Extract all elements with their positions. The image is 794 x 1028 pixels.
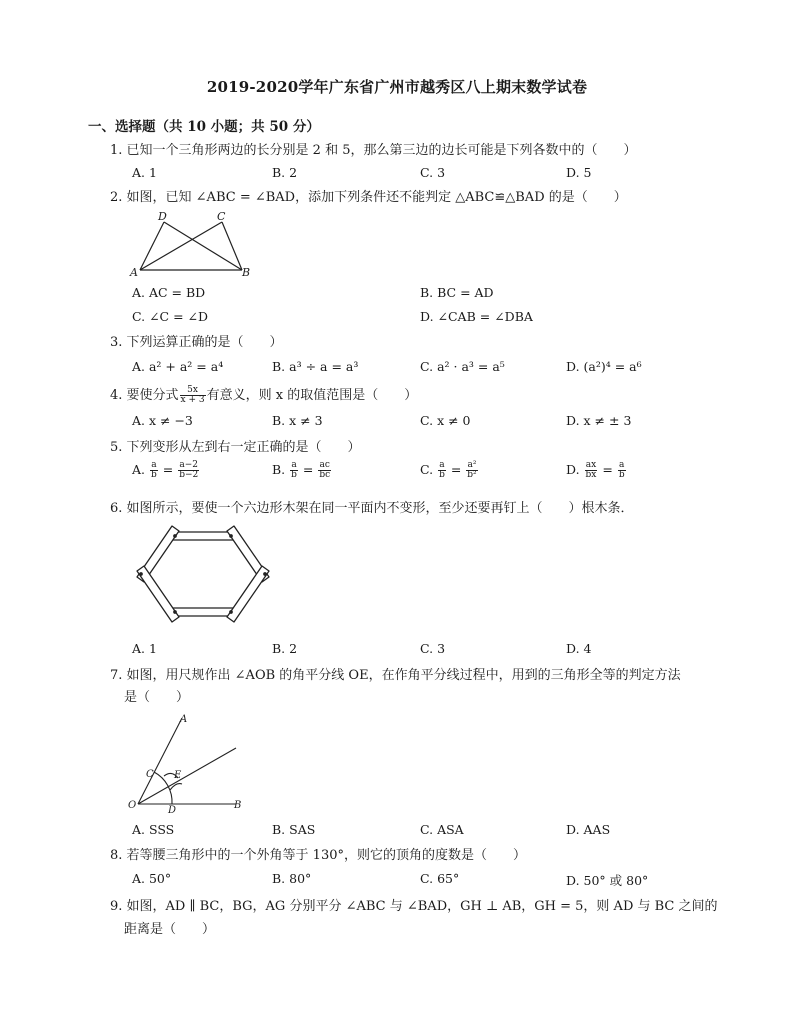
question-1-stem: 1. 已知一个三角形两边的长分别是 2 和 5，那么第三边的边长可能是下列各数中的（ ）: [110, 143, 637, 158]
section-heading: 一、选择题（共 10 小题；共 50 分）: [88, 119, 320, 135]
wood-bar-lower-left: [137, 566, 179, 622]
q5-c-left-den: b: [439, 470, 445, 480]
segment-bc: [222, 222, 242, 270]
q5-b-left-num: a: [291, 460, 297, 470]
label-o: O: [128, 800, 137, 811]
q8-option-a: A. 50°: [132, 871, 172, 886]
question-3-stem: 3. 下列运算正确的是（ ）: [110, 335, 283, 350]
q8-option-c: C. 65°: [420, 871, 460, 886]
wood-bar-lower-right: [227, 566, 269, 622]
q7-option-a: A. SSS: [132, 822, 175, 837]
nail-bottom-right: [230, 611, 232, 613]
q7-option-d: D. AAS: [566, 822, 611, 837]
q4-option-a: A. x ≠ −3: [132, 413, 193, 428]
label-b: B: [234, 800, 242, 811]
q5-b-right-den: bc: [319, 470, 331, 480]
nail-top-left: [174, 535, 176, 537]
question-7-stem-line2: 是（ ）: [124, 690, 190, 705]
q7-figure: [124, 712, 254, 816]
q2-option-c: C. ∠C = ∠D: [132, 309, 209, 324]
q4-frac-num: 5x: [180, 386, 206, 396]
q5-d-left-num: ax: [585, 460, 597, 470]
nail-top-right: [230, 535, 232, 537]
question-4-stem: [110, 386, 417, 405]
q4-option-c: C. x ≠ 0: [420, 413, 471, 428]
page-title: 2019-2020学年广东省广州市越秀区八上期末数学试卷: [206, 78, 588, 96]
label-d: D: [158, 210, 167, 223]
q5-b-left-den: b: [291, 470, 297, 480]
q5-d-right-num: a: [619, 460, 625, 470]
q5-option-c: C. $\frac{a}{b}$ = $\frac{\text{a²}}{\text{b²}}$: [420, 460, 477, 480]
q3-option-a: A. a² + a² = a⁴: [132, 359, 224, 374]
q1-option-d: D. 5: [566, 165, 592, 180]
label-b: B: [242, 266, 251, 279]
q5-c-right-num: a²: [467, 460, 477, 470]
q8-option-b: B. 80°: [272, 871, 312, 886]
q5-option-a: A. $\frac{a}{b}$ = $\frac{a-2}{b-2}$: [132, 460, 199, 480]
question-8-stem: 8. 若等腰三角形中的一个外角等于 130°，则它的顶角的度数是（ ）: [110, 848, 526, 863]
question-7-stem-line1: 7. 如图，用尺规作出 ∠AOB 的角平分线 OE，在作角平分线过程中，用到的三角形全等的判定方法: [110, 668, 681, 683]
q6-option-d: D. 4: [566, 641, 592, 656]
q6-option-a: A. 1: [132, 641, 157, 656]
q5-b-label: B.: [272, 462, 286, 477]
nail-bottom-left: [174, 611, 176, 613]
question-5-stem: 5. 下列变形从左到右一定正确的是（ ）: [110, 440, 361, 455]
q5-c-label: C.: [420, 462, 434, 477]
arc-cd: [154, 772, 172, 804]
q6-hexagon-figure: [130, 524, 276, 628]
q6-option-c: C. 3: [420, 641, 446, 656]
q1-option-c: C. 3: [420, 165, 446, 180]
wood-bar-bottom: [168, 608, 238, 616]
nail-right: [264, 573, 266, 575]
q6-option-b: B. 2: [272, 641, 298, 656]
q5-a-left-num: a: [151, 460, 157, 470]
q5-c-left-num: a: [439, 460, 445, 470]
q5-a-left-den: b: [151, 470, 157, 480]
q2-option-d: D. ∠CAB = ∠DBA: [420, 309, 533, 324]
nail-left: [140, 573, 142, 575]
label-a: A: [180, 714, 188, 725]
q3-option-c: C. a² · a³ = a⁵: [420, 359, 505, 374]
segment-bd: [164, 222, 242, 270]
q4-stem-pre: 4. 要使分式: [110, 388, 179, 403]
q8-option-d: D. 50° 或 80°: [566, 873, 649, 888]
q5-d-left-den: bx: [585, 470, 597, 480]
q5-option-d: D. $\frac{ax}{bx}$ = $\frac{a}{b}$: [566, 460, 625, 480]
q5-option-b: B. $\frac{a}{b}$ = $\frac{ac}{bc}$: [272, 460, 331, 480]
q5-d-right-den: b: [618, 470, 625, 480]
q7-option-b: B. SAS: [272, 822, 316, 837]
question-6-stem: 6. 如图所示，要使一个六边形木架在同一平面内不变形，至少还要再钉上（ ）根木条．: [110, 501, 634, 516]
q3-option-b: B. a³ ÷ a = a³: [272, 359, 359, 374]
q1-option-b: B. 2: [272, 165, 298, 180]
q5-d-label: D.: [566, 462, 580, 477]
q7-option-c: C. ASA: [420, 822, 464, 837]
q4-frac-den: x + 3: [180, 395, 205, 405]
label-d: D: [168, 805, 177, 816]
q2-figure: [124, 210, 264, 280]
q5-a-right-num: a−2: [179, 460, 199, 470]
q2-option-b: B. BC = AD: [420, 285, 494, 300]
label-c: C: [146, 769, 154, 780]
q5-a-label: A.: [132, 462, 146, 477]
q4-fraction: [180, 386, 206, 405]
q4-option-b: B. x ≠ 3: [272, 413, 323, 428]
label-e: E: [174, 770, 182, 781]
wood-bar-top: [168, 532, 238, 540]
q5-b-right-num: ac: [319, 460, 330, 470]
label-a: A: [130, 266, 138, 279]
q5-a-right-den: b−2: [179, 470, 199, 480]
q4-stem-post: 有意义，则 x 的取值范围是（ ）: [206, 388, 418, 403]
q2-option-a: A. AC = BD: [132, 285, 206, 300]
q1-option-a: A. 1: [132, 165, 157, 180]
q4-option-d: D. x ≠ ± 3: [566, 413, 632, 428]
question-9-stem-line2: 距离是（ ）: [124, 922, 216, 937]
q5-c-right-den: b²: [467, 470, 477, 480]
label-c: C: [217, 210, 226, 223]
question-2-stem: 2. 如图，已知 ∠ABC = ∠BAD，添加下列条件还不能判定 △ABC≌△BAD 的是（ ）: [110, 190, 627, 205]
q3-option-d: D. (a²)⁴ = a⁶: [566, 359, 642, 374]
question-9-stem-line1: 9. 如图，AD ∥ BC，BG，AG 分别平分 ∠ABC 与 ∠BAD，GH ⊥ AB，GH = 5，则 AD 与 BC 之间的: [110, 899, 718, 914]
